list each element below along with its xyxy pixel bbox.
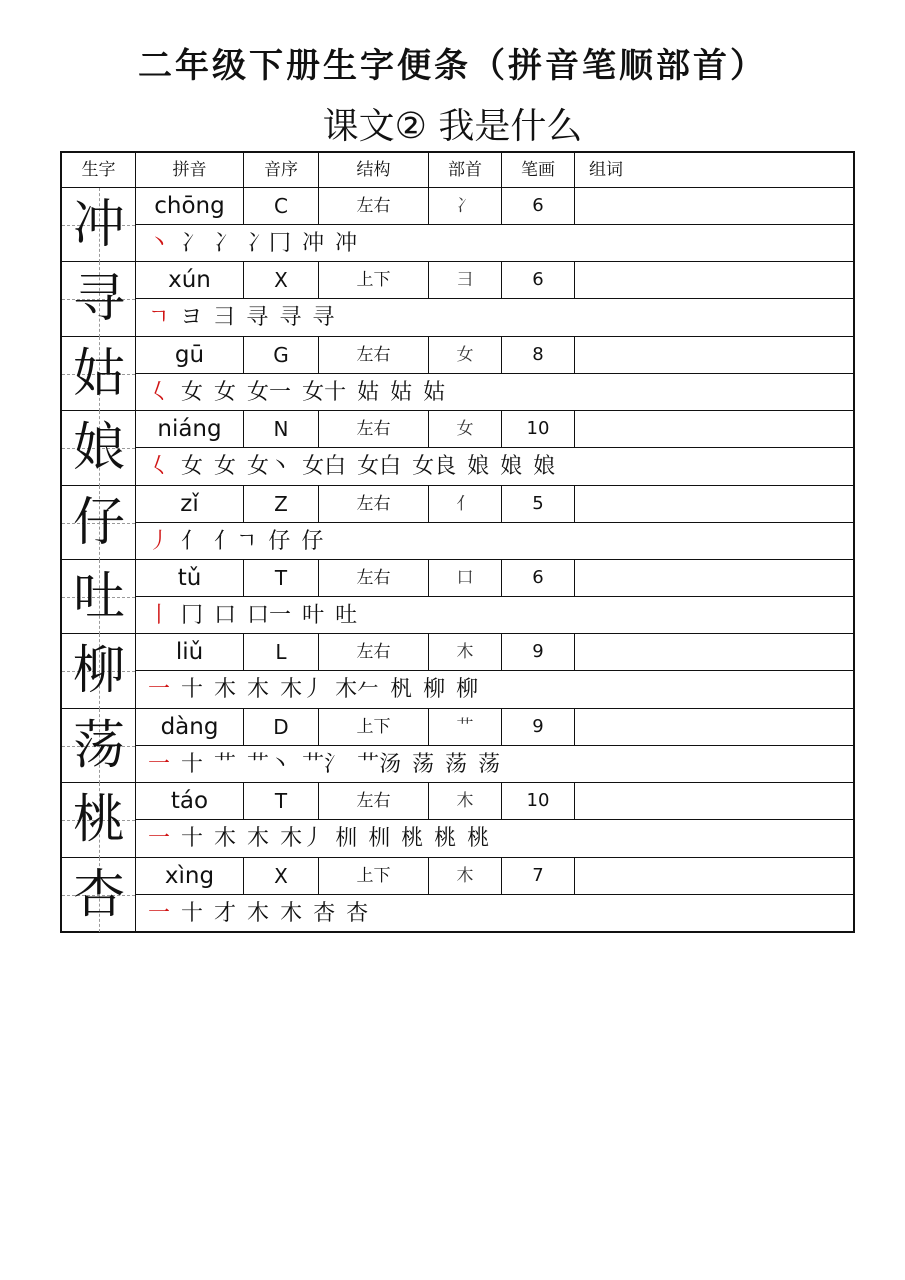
stroke-step: 木 bbox=[280, 900, 303, 926]
stroke-step: 木丿 bbox=[280, 677, 325, 703]
info-row bbox=[136, 634, 853, 671]
words-cell[interactable] bbox=[575, 634, 853, 670]
table-row bbox=[62, 783, 853, 857]
stroke-step: 柳 bbox=[423, 677, 446, 703]
character: 冲 bbox=[72, 195, 125, 255]
table-row bbox=[62, 411, 853, 485]
stroke-step: ヨ bbox=[180, 305, 203, 331]
header-letter: 音序 bbox=[244, 153, 319, 187]
big-character-cell bbox=[62, 337, 136, 411]
stroke-step: 女一 bbox=[247, 379, 292, 405]
pinyin-cell: liǔ bbox=[136, 634, 244, 670]
stroke-step: 杏 bbox=[346, 900, 369, 926]
stroke-step: 丨 bbox=[148, 603, 171, 628]
stroke-step: 叶 bbox=[302, 603, 325, 628]
header-char: 生字 bbox=[62, 153, 136, 187]
stroke-step: 十 bbox=[181, 900, 204, 926]
letter-cell: X bbox=[244, 262, 319, 298]
stroke-step: 才 bbox=[214, 900, 237, 926]
structure-cell: 左右 bbox=[319, 634, 429, 670]
stroke-step: 口 bbox=[214, 603, 237, 628]
stroke-step: 柳 bbox=[456, 677, 479, 703]
structure-cell: 左右 bbox=[319, 337, 429, 373]
stroke-order-line bbox=[136, 225, 853, 262]
words-cell[interactable] bbox=[575, 858, 853, 894]
big-character-cell bbox=[62, 560, 136, 634]
stroke-step: 桃 bbox=[434, 826, 457, 852]
radical-cell: 木 bbox=[429, 858, 502, 894]
radical-cell: 木 bbox=[429, 634, 502, 670]
letter-cell: T bbox=[244, 783, 319, 819]
stroke-step: 女良 bbox=[412, 454, 457, 480]
character: 柳 bbox=[72, 641, 125, 702]
character: 荡 bbox=[72, 715, 125, 776]
big-character-cell bbox=[62, 262, 136, 336]
stroke-step: 桃 bbox=[467, 826, 490, 852]
pinyin-cell: táo bbox=[136, 783, 244, 819]
radical-cell: 彐 bbox=[429, 262, 502, 298]
radical-cell: 冫 bbox=[429, 188, 502, 224]
stroke-order-line bbox=[136, 820, 853, 857]
character: 桃 bbox=[72, 790, 125, 851]
table-row bbox=[62, 560, 853, 634]
pinyin-cell: zǐ bbox=[136, 486, 244, 522]
stroke-step: 十 bbox=[181, 751, 204, 777]
stroke-step: 荡 bbox=[445, 751, 468, 777]
table-row bbox=[62, 337, 853, 411]
stroke-step: 冲 bbox=[302, 231, 325, 256]
stroke-order-line bbox=[136, 523, 853, 560]
stroke-step: 冫 bbox=[214, 231, 237, 256]
info-row bbox=[136, 337, 853, 374]
header-pinyin: 拼音 bbox=[136, 153, 244, 187]
stroke-step: 吐 bbox=[335, 603, 358, 628]
info-row bbox=[136, 858, 853, 895]
info-row bbox=[136, 560, 853, 597]
table-row bbox=[62, 634, 853, 708]
structure-cell: 左右 bbox=[319, 560, 429, 596]
stroke-step: 𡿨 bbox=[148, 454, 171, 480]
character: 吐 bbox=[72, 567, 125, 627]
stroke-step: 女十 bbox=[302, 379, 347, 405]
table-row bbox=[62, 486, 853, 560]
character: 杏 bbox=[72, 864, 125, 925]
stroke-step: 寻 bbox=[246, 305, 269, 331]
radical-cell: 口 bbox=[429, 560, 502, 596]
stroke-step: 仔 bbox=[301, 528, 324, 554]
table-row bbox=[62, 188, 853, 262]
character: 寻 bbox=[72, 269, 125, 330]
header-strokes: 笔画 bbox=[502, 153, 575, 187]
stroke-step: 一 bbox=[148, 826, 171, 852]
strokes-cell: 6 bbox=[502, 560, 575, 596]
pinyin-cell: tǔ bbox=[136, 560, 244, 596]
stroke-step: 寻 bbox=[279, 305, 302, 331]
stroke-order-line bbox=[136, 746, 853, 783]
radical-cell: 亻 bbox=[429, 486, 502, 522]
character: 仔 bbox=[72, 492, 125, 553]
stroke-step: 女 bbox=[181, 454, 204, 480]
stroke-step: 姑 bbox=[423, 379, 446, 405]
stroke-step: 女 bbox=[214, 454, 237, 480]
words-cell[interactable] bbox=[575, 560, 853, 596]
letter-cell: X bbox=[244, 858, 319, 894]
table-header bbox=[62, 153, 853, 188]
stroke-order-line bbox=[136, 597, 853, 634]
stroke-step: 杊 bbox=[335, 826, 358, 852]
strokes-cell: 10 bbox=[502, 411, 575, 447]
strokes-cell: 10 bbox=[502, 783, 575, 819]
info-row bbox=[136, 188, 853, 225]
stroke-step: 𡿨 bbox=[148, 379, 171, 405]
stroke-step: 十 bbox=[181, 677, 204, 703]
strokes-cell: 6 bbox=[502, 262, 575, 298]
stroke-step: 杋 bbox=[390, 677, 413, 703]
structure-cell: 左右 bbox=[319, 411, 429, 447]
structure-cell: 左右 bbox=[319, 783, 429, 819]
letter-cell: G bbox=[244, 337, 319, 373]
stroke-step: 十 bbox=[181, 826, 204, 852]
stroke-step: 杊 bbox=[368, 826, 391, 852]
stroke-step: 娘 bbox=[467, 454, 490, 480]
header-words: 组词 bbox=[589, 160, 623, 180]
strokes-cell: 6 bbox=[502, 188, 575, 224]
big-character-cell bbox=[62, 634, 136, 708]
pinyin-cell: xún bbox=[136, 262, 244, 298]
table-row bbox=[62, 858, 853, 932]
stroke-step: 荡 bbox=[478, 751, 501, 777]
stroke-step: 木 bbox=[214, 677, 237, 703]
stroke-step: 亻ㄱ bbox=[214, 528, 258, 554]
character-table bbox=[60, 151, 855, 933]
pinyin-cell: chōng bbox=[136, 188, 244, 224]
stroke-order-line bbox=[136, 299, 853, 336]
words-cell[interactable] bbox=[575, 188, 853, 224]
radical-cell: 女 bbox=[429, 337, 502, 373]
header-structure: 结构 bbox=[319, 153, 429, 187]
letter-cell: C bbox=[244, 188, 319, 224]
strokes-cell: 5 bbox=[502, 486, 575, 522]
big-character-cell bbox=[62, 188, 136, 262]
info-row bbox=[136, 709, 853, 746]
big-character-cell bbox=[62, 411, 136, 485]
big-character-cell bbox=[62, 709, 136, 783]
stroke-step: 女 bbox=[214, 379, 237, 405]
info-row bbox=[136, 783, 853, 820]
strokes-cell: 9 bbox=[502, 709, 575, 745]
stroke-step: 彐 bbox=[213, 305, 236, 331]
words-cell[interactable] bbox=[575, 486, 853, 522]
stroke-step: 女白 bbox=[357, 454, 402, 480]
radical-cell: 艹 bbox=[429, 709, 502, 745]
stroke-step: 娘 bbox=[500, 454, 523, 480]
letter-cell: T bbox=[244, 560, 319, 596]
big-character-cell bbox=[62, 858, 136, 932]
stroke-step: 荡 bbox=[412, 751, 435, 777]
stroke-order-line bbox=[136, 671, 853, 708]
stroke-step: 寻 bbox=[312, 305, 335, 331]
stroke-step: 冫 bbox=[181, 231, 204, 256]
stroke-step: 丶 bbox=[148, 231, 171, 256]
stroke-step: 女白 bbox=[302, 454, 347, 480]
stroke-step: 木𠂉 bbox=[335, 677, 380, 703]
strokes-cell: 9 bbox=[502, 634, 575, 670]
stroke-step: 木丿 bbox=[280, 826, 325, 852]
stroke-step: 木 bbox=[247, 900, 270, 926]
stroke-step: 一 bbox=[148, 900, 171, 926]
letter-cell: N bbox=[244, 411, 319, 447]
stroke-step: 姑 bbox=[390, 379, 413, 405]
letter-cell: D bbox=[244, 709, 319, 745]
strokes-cell: 8 bbox=[502, 337, 575, 373]
structure-cell: 左右 bbox=[319, 188, 429, 224]
table-row bbox=[62, 709, 853, 783]
info-row bbox=[136, 486, 853, 523]
structure-cell: 上下 bbox=[319, 709, 429, 745]
strokes-cell: 7 bbox=[502, 858, 575, 894]
words-cell[interactable] bbox=[575, 783, 853, 819]
pinyin-cell: dàng bbox=[136, 709, 244, 745]
pinyin-cell: niáng bbox=[136, 411, 244, 447]
stroke-step: 木 bbox=[247, 826, 270, 852]
stroke-step: 桃 bbox=[401, 826, 424, 852]
stroke-order-line bbox=[136, 374, 853, 411]
character: 姑 bbox=[72, 343, 125, 404]
stroke-step: 艹氵 bbox=[302, 751, 347, 777]
stroke-step: 冫冂 bbox=[247, 231, 292, 256]
words-cell[interactable] bbox=[575, 262, 853, 298]
stroke-step: 一 bbox=[148, 751, 171, 777]
structure-cell: 上下 bbox=[319, 858, 429, 894]
structure-cell: 上下 bbox=[319, 262, 429, 298]
stroke-step: 丿 bbox=[148, 528, 171, 554]
info-row bbox=[136, 262, 853, 299]
big-character-cell bbox=[62, 783, 136, 857]
words-cell[interactable] bbox=[575, 337, 853, 373]
stroke-step: 女丶 bbox=[247, 454, 292, 480]
radical-cell: 木 bbox=[429, 783, 502, 819]
stroke-step: 亻 bbox=[181, 528, 204, 554]
stroke-step: 口一 bbox=[247, 603, 292, 628]
letter-cell: L bbox=[244, 634, 319, 670]
stroke-step: 杏 bbox=[313, 900, 336, 926]
letter-cell: Z bbox=[244, 486, 319, 522]
radical-cell: 女 bbox=[429, 411, 502, 447]
stroke-step: 冂 bbox=[181, 603, 204, 628]
stroke-order-line bbox=[136, 448, 853, 485]
page-title: 二年级下册生字便条（拼音笔顺部首） bbox=[138, 46, 767, 86]
stroke-step: ㄱ bbox=[148, 305, 170, 331]
words-cell[interactable] bbox=[575, 411, 853, 447]
header-radical: 部首 bbox=[429, 153, 502, 187]
stroke-step: 仔 bbox=[268, 528, 291, 554]
stroke-step: 冲 bbox=[335, 231, 358, 256]
stroke-step: 一 bbox=[148, 677, 171, 703]
stroke-step: 娘 bbox=[533, 454, 556, 480]
stroke-step: 艹 bbox=[214, 751, 237, 777]
pinyin-cell: gū bbox=[136, 337, 244, 373]
stroke-step: 木 bbox=[247, 677, 270, 703]
stroke-step: 艹丶 bbox=[247, 751, 292, 777]
structure-cell: 左右 bbox=[319, 486, 429, 522]
info-row bbox=[136, 411, 853, 448]
stroke-order-line bbox=[136, 895, 853, 932]
character: 娘 bbox=[72, 418, 125, 479]
stroke-step: 木 bbox=[214, 826, 237, 852]
lesson-subtitle: 课文② 我是什么 bbox=[322, 106, 583, 147]
stroke-step: 女 bbox=[181, 379, 204, 405]
stroke-step: 艹汤 bbox=[357, 751, 402, 777]
pinyin-cell: xìng bbox=[136, 858, 244, 894]
table-row bbox=[62, 262, 853, 336]
words-cell[interactable] bbox=[575, 709, 853, 745]
stroke-step: 姑 bbox=[357, 379, 380, 405]
big-character-cell bbox=[62, 486, 136, 560]
